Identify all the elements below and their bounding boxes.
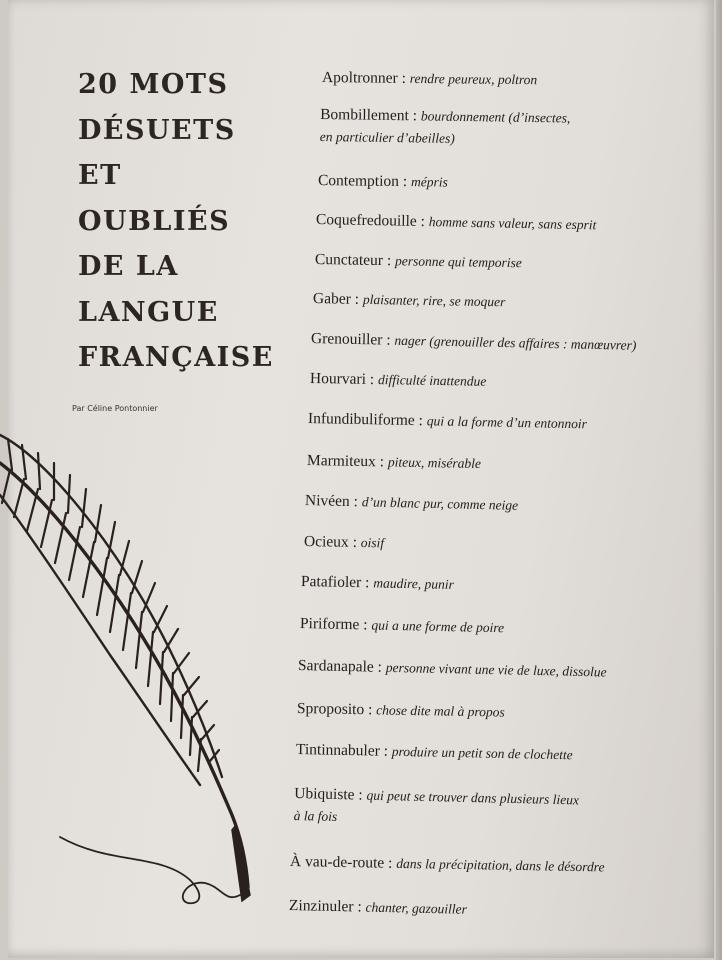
entry-definition: chanter, gazouiller xyxy=(365,899,468,917)
entry-separator: : xyxy=(414,412,427,430)
entry-word: Zinzinuler xyxy=(288,897,354,916)
entry-definition: piteux, misérable xyxy=(387,454,482,472)
entry-separator: : xyxy=(398,172,412,191)
glossary-entry xyxy=(294,785,580,830)
entry-definition-continued: en particulier d’abeilles) xyxy=(319,128,455,146)
entry-definition: mépris xyxy=(410,174,448,190)
entry-definition: personne vivant une vie de luxe, dissolue xyxy=(385,659,607,680)
glossary-entry xyxy=(289,897,467,919)
entry-separator: : xyxy=(408,107,422,125)
glossary-entry xyxy=(297,700,505,722)
glossary-entry xyxy=(308,410,587,433)
entry-separator: : xyxy=(361,574,374,592)
entry-word: Cunctateur xyxy=(314,251,384,270)
entry-separator: : xyxy=(350,290,364,308)
title-line: DE LA xyxy=(78,251,179,282)
entry-word: À vau-de-route xyxy=(289,853,385,872)
entry-definition: difficulté inattendue xyxy=(377,372,487,389)
glossary-entry xyxy=(316,211,597,234)
title-line: OUBLIÉS xyxy=(78,205,231,237)
entry-word: Coquefredouille xyxy=(315,211,417,230)
entry-definition: bourdonnement (d’insectes, xyxy=(420,108,571,126)
entry-word: Sardanapale xyxy=(297,657,374,676)
entry-separator: : xyxy=(397,69,410,87)
entry-definition: chose dite mal à propos xyxy=(376,702,505,720)
glossary-entry xyxy=(307,452,481,473)
title-line: DÉSUETS xyxy=(78,114,236,146)
entry-separator: : xyxy=(364,701,377,719)
glossary-entry xyxy=(320,106,571,148)
entry-word: Contemption xyxy=(317,172,400,190)
entry-definition: qui a une forme de poire xyxy=(371,617,505,636)
entry-separator: : xyxy=(349,493,363,511)
entry-separator: : xyxy=(348,533,361,551)
entry-definition: dans la précipitation, dans le désordre xyxy=(396,855,605,875)
entry-word: Piriforme xyxy=(299,615,360,634)
glossary-entry xyxy=(296,741,573,764)
entry-separator: : xyxy=(373,658,386,676)
entry-word: Marmiteux xyxy=(306,452,377,471)
glossary-entry xyxy=(301,573,454,594)
entry-definition: nager (grenouiller des affaires : manœuvrer) xyxy=(394,332,637,353)
glossary-entry xyxy=(315,251,522,272)
entry-separator: : xyxy=(382,331,395,349)
title-line: ET xyxy=(78,160,122,191)
glossary-entry xyxy=(310,370,487,391)
entry-word: Ocieux xyxy=(303,533,349,551)
glossary-entry xyxy=(318,172,448,192)
entry-separator: : xyxy=(359,616,372,634)
entry-word: Sproposito xyxy=(296,700,365,719)
glossary-entry xyxy=(305,492,519,515)
entry-word: Patafioler xyxy=(300,573,362,592)
byline: Par Céline Pontonnier xyxy=(72,404,158,413)
entry-definition: d’un blanc pur, comme neige xyxy=(361,494,519,513)
entry-separator: : xyxy=(353,898,366,916)
entry-definition-continued: à la fois xyxy=(293,807,338,824)
title-line: LANGUE xyxy=(78,296,219,328)
entry-separator: : xyxy=(375,453,389,471)
title-line: FRANÇAISE xyxy=(78,342,274,373)
glossary-entry xyxy=(313,290,506,311)
entry-definition: maudire, punir xyxy=(373,575,454,592)
entry-word: Hourvari xyxy=(309,370,367,388)
entry-word: Ubiquiste xyxy=(294,785,355,804)
glossary-entry xyxy=(298,657,607,681)
entry-definition: qui a la forme d’un entonnoir xyxy=(426,413,588,432)
entry-word: Bombillement xyxy=(320,106,409,125)
entry-definition: qui peut se trouver dans plusieurs lieux xyxy=(366,787,580,808)
entry-separator: : xyxy=(416,212,429,231)
entry-separator: : xyxy=(365,370,379,389)
entry-definition: oisif xyxy=(360,534,385,551)
glossary-entry xyxy=(290,853,605,876)
entry-definition: rendre peureux, poltron xyxy=(409,70,538,88)
entry-word: Grenouiller xyxy=(310,330,383,349)
entry-word: Apoltronner xyxy=(321,69,398,87)
entry-word: Infundibuliforme xyxy=(307,410,415,430)
entry-definition: homme sans valeur, sans esprit xyxy=(428,214,597,233)
entry-separator: : xyxy=(384,854,397,872)
glossary-entry xyxy=(304,533,384,552)
glossary-entry xyxy=(322,69,537,89)
entry-word: Tintinnabuler xyxy=(295,741,380,760)
entry-word: Nivéen xyxy=(304,492,350,511)
entry-definition: personne qui temporise xyxy=(394,253,522,271)
entry-separator: : xyxy=(382,252,396,270)
entry-separator: : xyxy=(354,786,367,804)
entry-separator: : xyxy=(379,742,393,760)
entry-definition: produire un petit son de clochette xyxy=(391,743,573,763)
title-line: 20 MOTS xyxy=(78,69,229,100)
glossary-entry xyxy=(300,615,504,637)
entry-word: Gaber xyxy=(312,290,352,308)
entry-definition: plaisanter, rire, se moquer xyxy=(362,291,506,310)
glossary-entry xyxy=(311,330,637,355)
